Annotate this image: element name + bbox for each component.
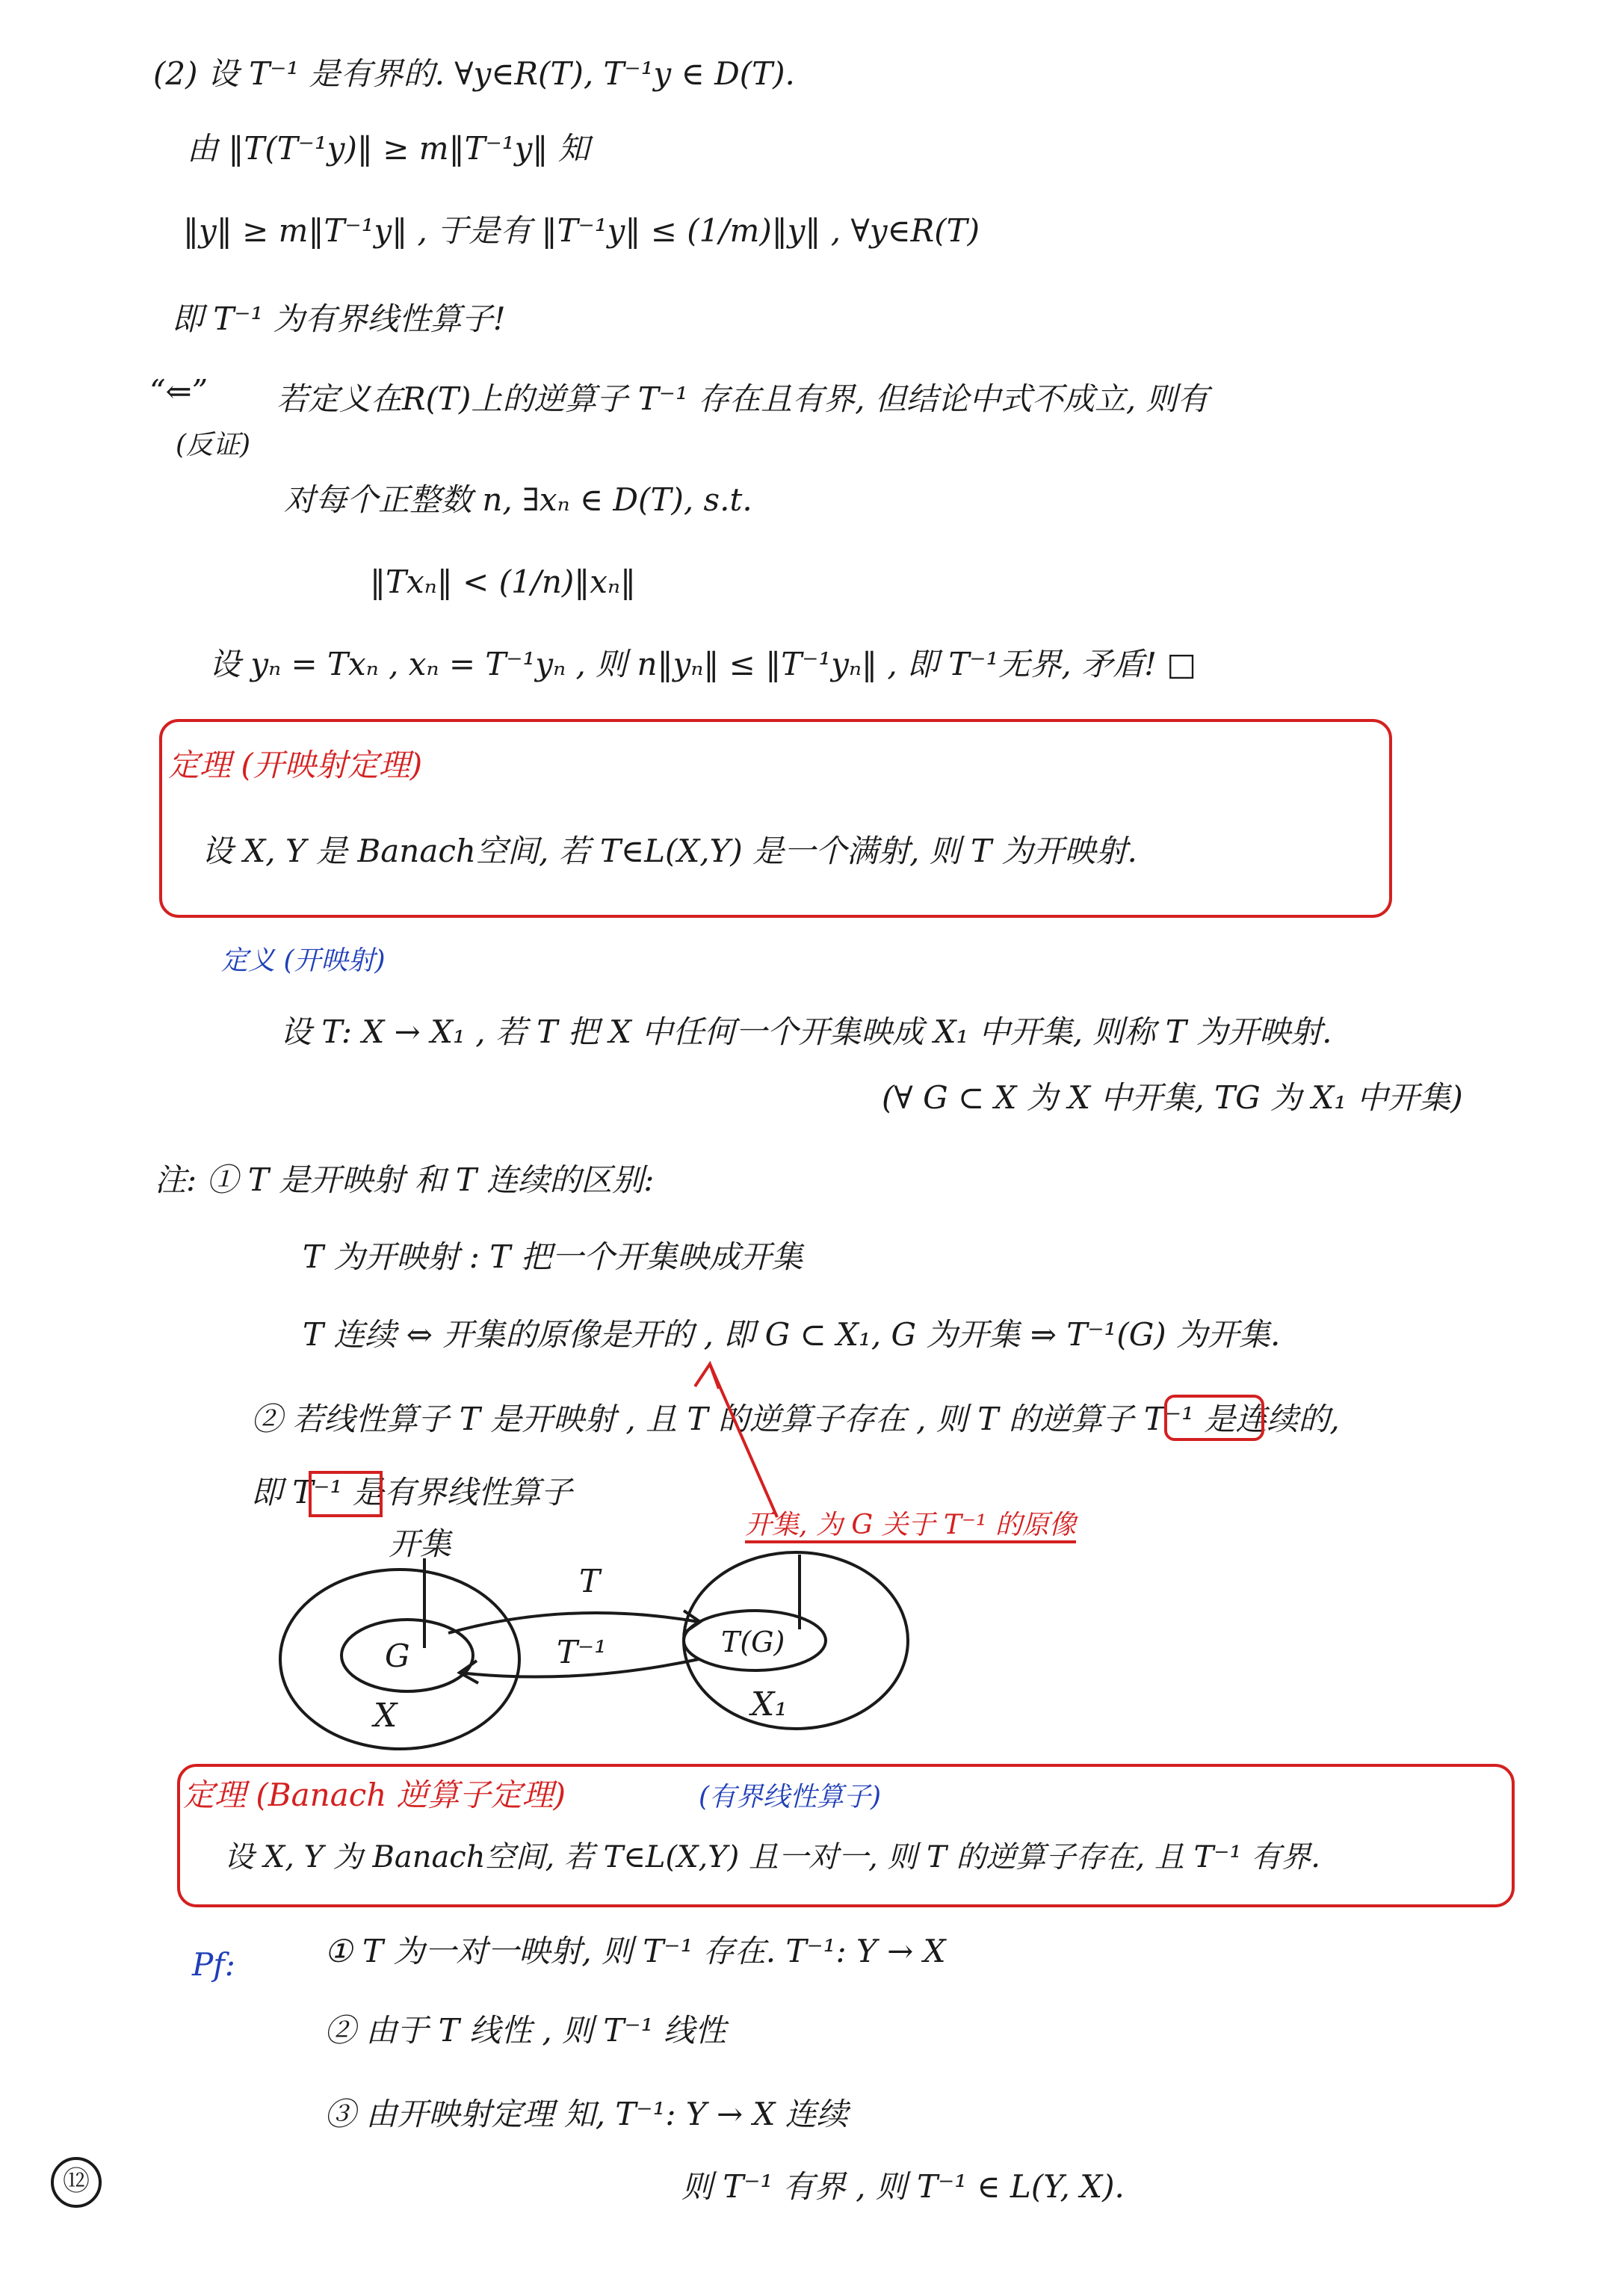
definition-text: 设 T: X → X₁ , 若 T 把 X 中任何一个开集映成 X₁ 中开集, 则称 T 为开映射. xyxy=(280,1013,1332,1050)
open-set-label: 开集 xyxy=(389,1525,452,1562)
T-label: T xyxy=(579,1563,601,1599)
banach-theorem-statement: 设 X, Y 为 Banach空间, 若 T∈L(X,Y) 且一对一, 则 T 的逆算子存在, 且 T⁻¹ 有界. xyxy=(224,1840,1320,1874)
X-label: X xyxy=(374,1697,398,1735)
proof-line-7: ‖Txₙ‖ < (1/n)‖xₙ‖ xyxy=(370,564,637,600)
proof-line-6: 对每个正整数 n, ∃xₙ ∈ D(T), s.t. xyxy=(284,481,752,518)
page-number: ⑫ xyxy=(63,2166,90,2197)
proof-line-1: (2) 设 T⁻¹ 是有界的. ∀y∈R(T), T⁻¹y ∈ D(T). xyxy=(153,55,795,92)
proof-line-8: 设 yₙ = Txₙ , xₙ = T⁻¹yₙ , 则 n‖yₙ‖ ≤ ‖T⁻¹yₙ‖ , 即 T⁻¹无界, 矛盾! □ xyxy=(209,646,1197,682)
proof-line-5: 若定义在R(T)上的逆算子 T⁻¹ 存在且有界, 但结论中式不成立, 则有 xyxy=(276,380,1209,417)
converse-mark: “⇐” xyxy=(149,373,208,410)
proof-line-2: 由 ‖T(T⁻¹y)‖ ≥ m‖T⁻¹y‖ 知 xyxy=(187,130,590,167)
T-inverse-label: T⁻¹ xyxy=(557,1634,608,1670)
T-arrow xyxy=(448,1613,699,1633)
open-mapping-theorem-statement: 设 X, Y 是 Banach空间, 若 T∈L(X,Y) 是一个满射, 则 T 为开映射. xyxy=(202,833,1137,869)
note-1a: T 为开映射 : T 把一个开集映成开集 xyxy=(303,1238,803,1275)
X1-label: X₁ xyxy=(751,1685,788,1723)
definition-title: 定义 (开映射) xyxy=(221,945,386,976)
continuous-highlight xyxy=(1166,1396,1263,1439)
note-2b: 即 T⁻¹ 是有界线性算子 xyxy=(251,1474,572,1510)
preimage-annotation: 开集, 为 G 关于 T⁻¹ 的原像 xyxy=(745,1510,1076,1543)
note-1: 注: ① T 是开映射 和 T 连续的区别: xyxy=(155,1161,655,1198)
note-1b: T 连续 ⇔ 开集的原像是开的 , 即 G ⊂ X₁, G 为开集 ⇒ T⁻¹(G) 为开集. xyxy=(303,1316,1281,1353)
arrowhead-icon xyxy=(695,1364,719,1389)
proof-line-3: ‖y‖ ≥ m‖T⁻¹y‖ , 于是有 ‖T⁻¹y‖ ≤ (1/m)‖y‖ , ∀y∈R(T) xyxy=(183,212,980,249)
banach-theorem-tag: (有界线性算子) xyxy=(699,1782,882,1812)
pf-label: Pf: xyxy=(192,1946,235,1983)
G-label: G xyxy=(385,1638,410,1674)
note-2: ② 若线性算子 T 是开映射 , 且 T 的逆算子存在 , 则 T 的逆算子 T⁻¹ 是连续的, xyxy=(251,1401,1340,1437)
contradiction-note: (反证) xyxy=(176,430,251,460)
annotation-arrow xyxy=(710,1364,777,1517)
banach-theorem-title: 定理 (Banach 逆算子定理) xyxy=(183,1777,566,1813)
pf-step-3: ③ 由开映射定理 知, T⁻¹: Y → X 连续 xyxy=(324,2096,848,2132)
open-mapping-theorem-title: 定理 (开映射定理) xyxy=(168,747,423,783)
definition-paren: (∀ G ⊂ X 为 X 中开集, TG 为 X₁ 中开集) xyxy=(882,1079,1463,1116)
proof-line-4: 即 T⁻¹ 为有界线性算子! xyxy=(172,300,506,337)
pf-step-2: ② 由于 T 线性 , 则 T⁻¹ 线性 xyxy=(324,2012,726,2049)
pf-step-1: ① T 为一对一映射, 则 T⁻¹ 存在. T⁻¹: Y → X xyxy=(324,1933,946,1969)
pf-step-4: 则 T⁻¹ 有界 , 则 T⁻¹ ∈ L(Y, X). xyxy=(681,2168,1125,2205)
bounded-highlight xyxy=(310,1472,381,1516)
TG-label: T(G) xyxy=(721,1626,785,1658)
set-X1-ellipse xyxy=(684,1552,908,1729)
